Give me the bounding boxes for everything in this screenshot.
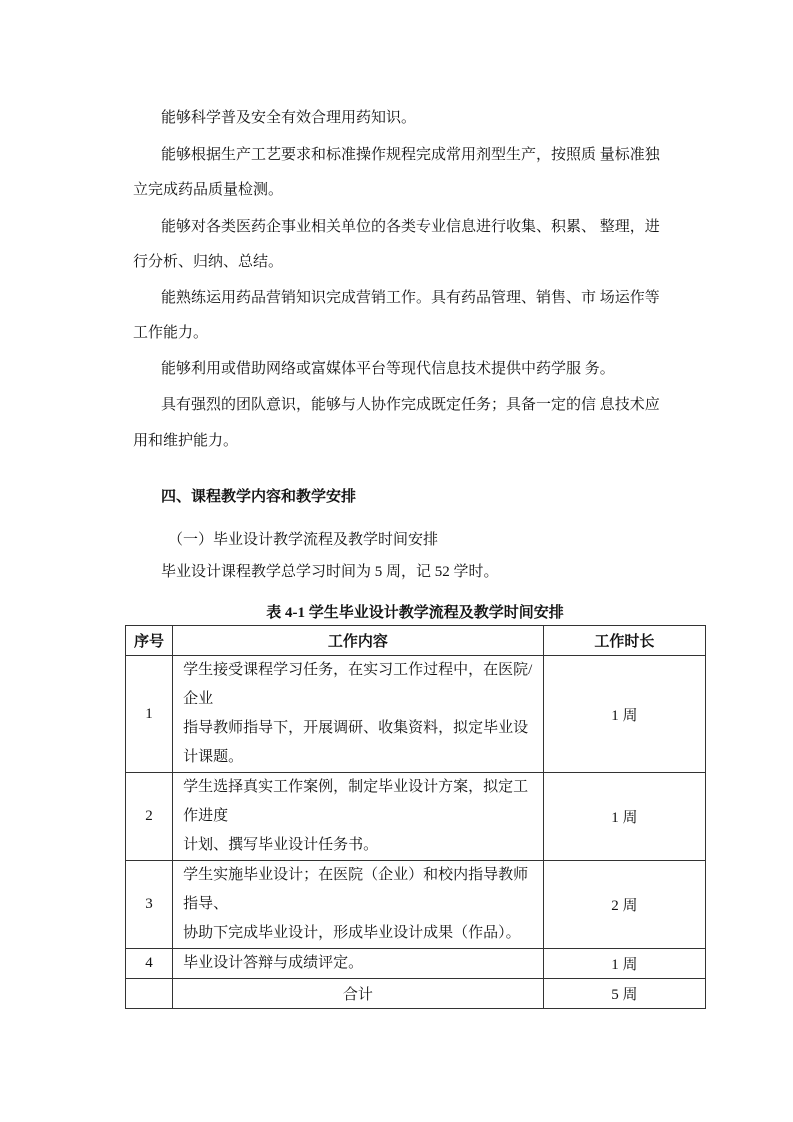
table-header-row — [126, 626, 706, 656]
total-duration: 5 周 — [543, 979, 705, 1009]
table-row — [126, 861, 706, 949]
header-duration: 工作时长 — [543, 626, 705, 656]
cell-content — [173, 773, 544, 861]
cell-no: 3 — [126, 861, 173, 949]
content-line: 学生选择真实工作案例，制定毕业设计方案，拟定工作进度 — [183, 779, 529, 824]
text-line: 用和维护能力。 — [133, 433, 239, 449]
cell-empty — [126, 979, 173, 1009]
content-line: 协助下完成毕业设计，形成毕业设计成果（作品）。 — [183, 925, 521, 941]
text-line: 能够根据生产工艺要求和标准操作规程完成常用剂型生产，按照质 量标准独 — [161, 147, 660, 163]
header-content: 工作内容 — [173, 626, 544, 656]
content-line: 学生实施毕业设计；在医院（企业）和校内指导教师指导、 — [183, 867, 529, 912]
text-line: 工作能力。 — [133, 325, 209, 341]
text-line: 能熟练运用药品营销知识完成营销工作。具有药品管理、销售、市 场运作等 — [161, 290, 660, 306]
text-line: 具有强烈的团队意识，能够与人协作完成既定任务；具备一定的信 息技术应 — [161, 397, 660, 413]
cell-no: 2 — [126, 773, 173, 861]
total-label: 合计 — [173, 979, 544, 1009]
content-line: 学生接受课程学习任务，在实习工作过程中，在医院/企业 — [183, 662, 533, 707]
table-row — [126, 773, 706, 861]
cell-content — [173, 656, 544, 773]
content-line: 指导教师指导下，开展调研、收集资料，拟定毕业设计课题。 — [183, 720, 529, 765]
cell-duration: 1 周 — [543, 773, 705, 861]
section-heading: 四、课程教学内容和教学安排 — [161, 489, 357, 505]
content-line: 毕业设计答辩与成绩评定。 — [183, 955, 364, 971]
table-caption: 表 4-1 学生毕业设计教学流程及教学时间安排 — [266, 605, 564, 621]
content-line: 计划、撰写毕业设计任务书。 — [183, 837, 379, 853]
text-line: 立完成药品质量检测。 — [133, 182, 284, 198]
cell-content — [173, 949, 544, 979]
text-line: 能够对各类医药企事业相关单位的各类专业信息进行收集、积累、 整理，进 — [161, 219, 660, 235]
text-line: 能够科学普及安全有效合理用药知识。 — [161, 110, 417, 126]
cell-content — [173, 861, 544, 949]
cell-duration: 2 周 — [543, 861, 705, 949]
subsection-heading: （一）毕业设计教学流程及教学时间安排 — [168, 532, 439, 548]
table-total-row — [126, 979, 706, 1009]
text-line: 行分析、归纳、总结。 — [133, 254, 284, 270]
schedule-table — [125, 625, 706, 1009]
cell-duration: 1 周 — [543, 656, 705, 773]
intro-text: 毕业设计课程教学总学习时间为 5 周，记 52 学时。 — [161, 564, 499, 580]
cell-duration: 1 周 — [543, 949, 705, 979]
cell-no: 1 — [126, 656, 173, 773]
table-row — [126, 656, 706, 773]
table-row — [126, 949, 706, 979]
header-no: 序号 — [126, 626, 173, 656]
text-line: 能够利用或借助网络或富媒体平台等现代信息技术提供中药学服 务。 — [161, 361, 615, 377]
cell-no: 4 — [126, 949, 173, 979]
